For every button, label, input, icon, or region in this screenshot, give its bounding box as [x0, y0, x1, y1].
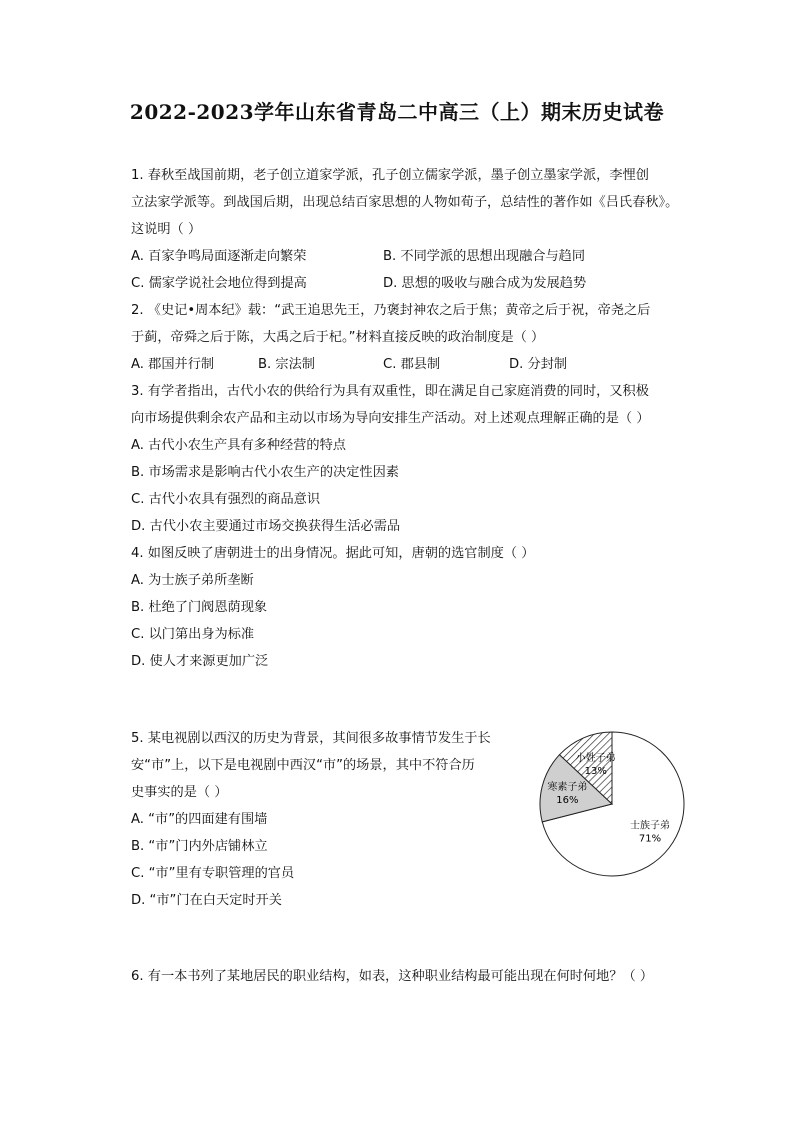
q5-option-d[interactable]: D. “市”门在白天定时开关: [131, 893, 282, 908]
q4-option-d[interactable]: D. 使人才来源更加广泛: [131, 654, 269, 669]
q3-stem-line2: 向市场提供剩余农产品和主动以市场为导向安排生产活动。对上述观点理解正确的是（ ）: [131, 411, 650, 426]
q1-option-c[interactable]: C. 儒家学说社会地位得到提高: [131, 276, 307, 291]
q3-option-c[interactable]: C. 古代小农具有强烈的商品意识: [131, 492, 321, 507]
q3-option-a[interactable]: A. 古代小农生产具有多种经营的特点: [131, 438, 346, 453]
q4-option-c[interactable]: C. 以门第出身为标准: [131, 627, 255, 642]
pie-label-name: 小姓子弟: [575, 752, 616, 764]
q2-option-c[interactable]: C. 郡县制: [383, 357, 441, 372]
q5-option-c[interactable]: C. “市”里有专职管理的官员: [131, 866, 295, 881]
q5-stem-line3: 史事实的是（ ）: [131, 785, 228, 800]
q5-stem-line2: 安“市”上，以下是电视剧中西汉“市”的场景，其中不符合历: [131, 758, 475, 773]
q5-stem-line1: 5. 某电视剧以西汉的历史为背景，其间很多故事情节发生于长: [131, 731, 491, 746]
q5-option-b[interactable]: B. “市”门内外店铺林立: [131, 839, 268, 854]
q2-option-a[interactable]: A. 郡国并行制: [131, 357, 215, 372]
q4-stem-line1: 4. 如图反映了唐朝进士的出身情况。据此可知，唐朝的选官制度（ ）: [131, 546, 535, 561]
scholar-origin-pie-chart: [536, 728, 688, 880]
q1-option-b[interactable]: B. 不同学派的思想出现融合与趋同: [383, 249, 586, 264]
pie-label-value: 71%: [638, 833, 662, 845]
q2-stem-line2: 于蓟，帝舜之后于陈，大禹之后于杞。”材料直接反映的政治制度是（ ）: [131, 330, 545, 345]
q1-option-a[interactable]: A. 百家争鸣局面逐渐走向繁荣: [131, 249, 307, 264]
q1-stem-line2: 立法家学派等。到战国后期，出现总结百家思想的人物如荀子，总结性的著作如《吕氏春秋》。: [131, 195, 679, 210]
pie-label-name: 士族子弟: [630, 820, 671, 832]
pie-label-value: 13%: [584, 765, 607, 777]
q3-stem-line1: 3. 有学者指出，古代小农的供给行为具有双重性，即在满足自己家庭消费的同时，又积极: [131, 384, 649, 399]
q1-stem-line3: 这说明（ ）: [131, 222, 202, 237]
q6-stem-line1: 6. 有一本书列了某地居民的职业结构，如表，这种职业结构最可能出现在何时何地？（ ）: [131, 969, 654, 984]
q2-option-d[interactable]: D. 分封制: [509, 357, 568, 372]
q3-option-d[interactable]: D. 古代小农主要通过市场交换获得生活必需品: [131, 519, 401, 534]
q3-option-b[interactable]: B. 市场需求是影响古代小农生产的决定性因素: [131, 465, 399, 480]
q2-stem-line1: 2. 《史记•周本纪》载：“武王追思先王，乃褒封神农之后于焦；黄帝之后于祝，帝尧之后: [131, 303, 651, 318]
page-title: 2022-2023学年山东省青岛二中高三（上）期末历史试卷: [129, 100, 665, 124]
pie-label-value: 16%: [556, 795, 579, 807]
q4-option-a[interactable]: A. 为士族子弟所垄断: [131, 573, 254, 588]
q1-option-d[interactable]: D. 思想的吸收与融合成为发展趋势: [383, 276, 587, 291]
q4-option-b[interactable]: B. 杜绝了门阀恩荫现象: [131, 600, 268, 615]
pie-label-name: 寒素子弟: [547, 782, 588, 794]
q1-stem-line1: 1. 春秋至战国前期，老子创立道家学派，孔子创立儒家学派，墨子创立墨家学派，李悝创: [131, 168, 649, 183]
q2-option-b[interactable]: B. 宗法制: [258, 357, 315, 372]
q5-option-a[interactable]: A. “市”的四面建有围墙: [131, 812, 268, 827]
